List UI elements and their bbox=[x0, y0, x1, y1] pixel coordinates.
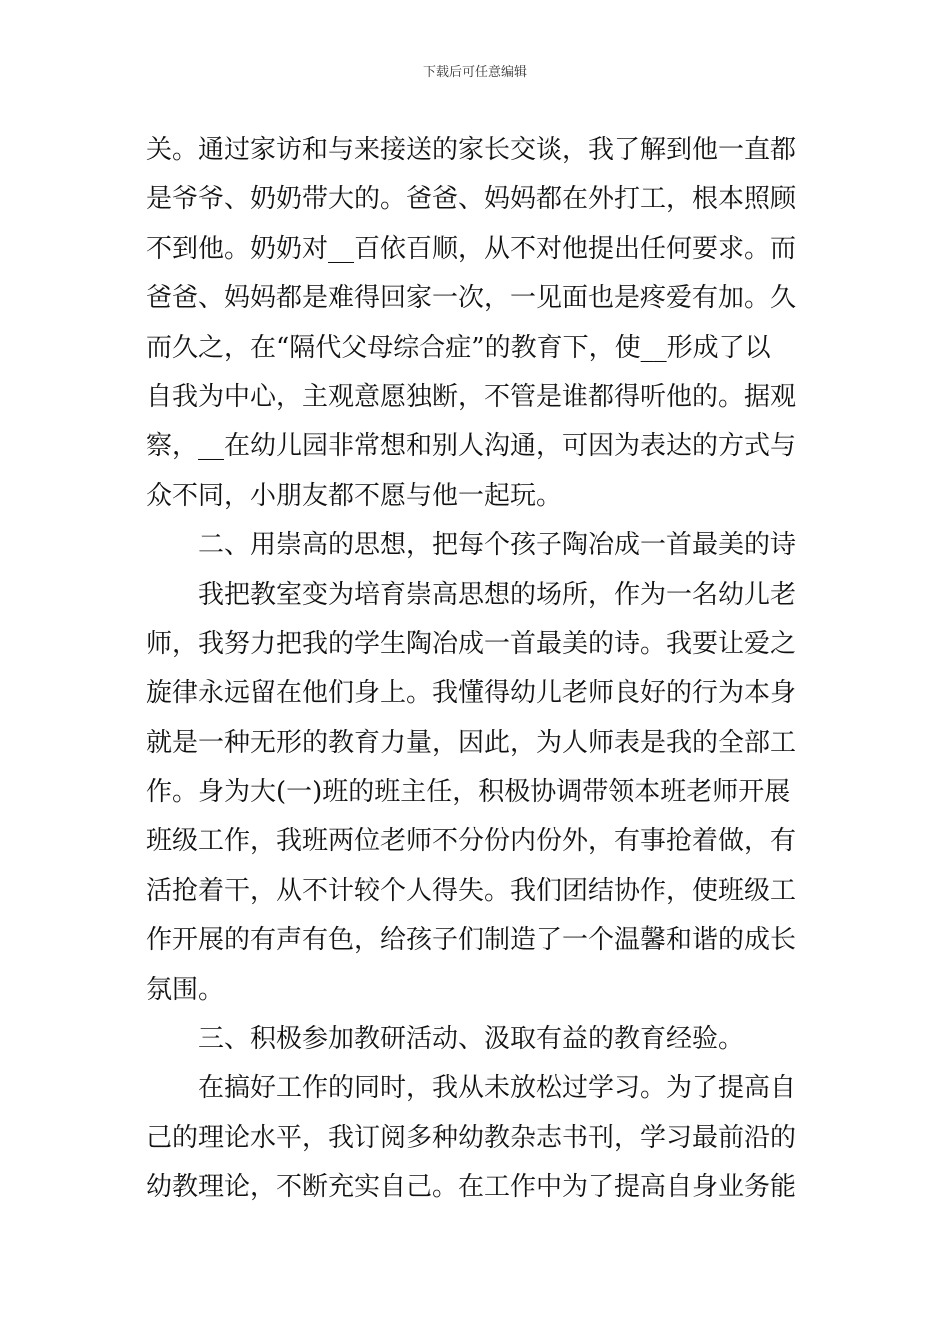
text-line: 作。身为大(一)班的班主任，积极协调带领本班老师开展 bbox=[146, 777, 791, 808]
text-line: 爸爸、妈妈都是难得回家一次，一见面也是疼爱有加。久 bbox=[146, 283, 797, 314]
text-line: 师，我努力把我的学生陶冶成一首最美的诗。我要让爱之 bbox=[146, 628, 797, 659]
text-line: 活抢着干，从不计较个人得失。我们团结协作，使班级工 bbox=[146, 875, 797, 906]
text-line: 幼教理论，不断充实自己。在工作中为了提高自身业务能 bbox=[146, 1172, 797, 1203]
text-line: 班级工作，我班两位老师不分份内份外，有事抢着做，有 bbox=[146, 826, 797, 857]
text-line: 二、用崇高的思想，把每个孩子陶冶成一首最美的诗 bbox=[198, 530, 797, 561]
text-line: 不到他。奶奶对__百依百顺，从不对他提出任何要求。而 bbox=[146, 233, 797, 264]
text-line: 作开展的有声有色，给孩子们制造了一个温馨和谐的成长 bbox=[146, 925, 797, 956]
text-line: 察，__在幼儿园非常想和别人沟通，可因为表达的方式与 bbox=[146, 431, 797, 462]
text-line: 我把教室变为培育崇高思想的场所，作为一名幼儿老 bbox=[198, 579, 797, 610]
body-text bbox=[146, 126, 810, 1213]
text-line: 而久之，在“隔代父母综合症”的教育下，使__形成了以 bbox=[146, 332, 771, 363]
text-line: 就是一种无形的教育力量，因此，为人师表是我的全部工 bbox=[146, 727, 797, 758]
text-line: 是爷爷、奶奶带大的。爸爸、妈妈都在外打工，根本照顾 bbox=[146, 184, 797, 215]
text-line: 己的理论水平，我订阅多种幼教杂志书刊，学习最前沿的 bbox=[146, 1122, 797, 1153]
page-header: 下载后可任意编辑 bbox=[422, 65, 527, 80]
text-line: 旋律永远留在他们身上。我懂得幼儿老师良好的行为本身 bbox=[146, 678, 797, 709]
text-line: 三、积极参加教研活动、汲取有益的教育经验。 bbox=[198, 1024, 745, 1055]
text-line: 众不同，小朋友都不愿与他一起玩。 bbox=[146, 480, 563, 511]
text-line: 自我为中心，主观意愿独断，不管是谁都得听他的。据观 bbox=[146, 381, 797, 412]
text-line: 关。通过家访和与来接送的家长交谈，我了解到他一直都 bbox=[146, 135, 797, 165]
text-line: 在搞好工作的同时，我从未放松过学习。为了提高自 bbox=[198, 1073, 797, 1104]
text-line: 氛围。 bbox=[146, 974, 225, 1005]
